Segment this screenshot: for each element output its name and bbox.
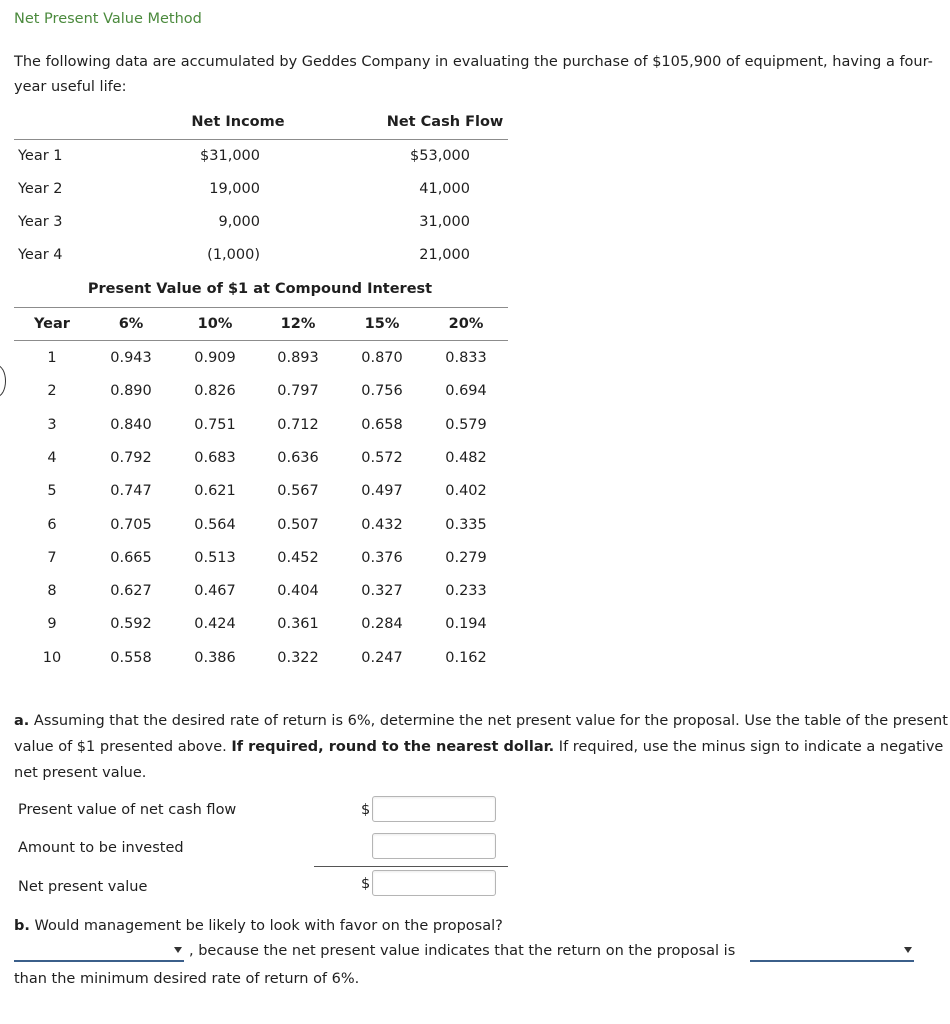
pv-factor-cell: 0.402	[445, 483, 487, 500]
cash-row-label: Year 3	[18, 214, 63, 230]
pv-factor-cell: 0.636	[277, 449, 319, 466]
pv-year-cell: 1	[47, 350, 57, 366]
part-b-end-text: than the minimum desired rate of return of 6%.	[14, 971, 360, 987]
pv-column-header: 20%	[448, 316, 484, 332]
pv-factor-cell: 0.621	[194, 483, 236, 500]
pv-factor-cell: 0.279	[445, 549, 487, 566]
part-b-question	[14, 918, 503, 934]
pv-factor-cell: 0.833	[445, 350, 487, 366]
pv-factor-cell: 0.194	[445, 616, 487, 633]
left-edge-mark	[0, 365, 6, 397]
net-cash-flow-value: $53,000	[410, 148, 470, 164]
chevron-down-icon	[174, 947, 182, 953]
pv-factor-cell: 0.572	[361, 449, 403, 466]
net-cash-flow-value: 21,000	[419, 247, 470, 263]
pv-year-cell: 4	[47, 449, 57, 466]
pv-factor-cell: 0.404	[277, 583, 319, 600]
pv-factor-cell: 0.890	[110, 383, 152, 400]
pv-factor-cell: 0.233	[445, 583, 487, 600]
dollar-sign: $	[361, 876, 371, 892]
pv-factor-cell: 0.579	[445, 416, 487, 433]
pv-factor-cell: 0.482	[445, 449, 487, 466]
pv-factor-cell: 0.840	[110, 416, 152, 433]
amount-invested-input[interactable]	[372, 833, 496, 859]
pv-factor-cell: 0.386	[194, 649, 236, 666]
pv-factor-cell: 0.658	[361, 416, 403, 433]
cash-row-label: Year 1	[18, 148, 63, 164]
pv-net-cash-flow-input[interactable]	[372, 796, 496, 822]
pv-column-header: Year	[34, 316, 70, 332]
pv-factor-cell: 0.452	[277, 549, 319, 566]
part-b-mid-text: , because the net present value indicates that the return on the proposal is	[189, 943, 736, 959]
pv-factor-cell: 0.694	[445, 383, 487, 400]
pv-factor-cell: 0.335	[445, 516, 487, 533]
comparison-select[interactable]	[750, 942, 914, 962]
pv-factor-cell: 0.943	[110, 350, 152, 366]
pv-factor-cell: 0.376	[361, 549, 403, 566]
pv-factor-cell: 0.756	[361, 383, 403, 400]
amount-invested-label: Amount to be invested	[18, 840, 184, 856]
pv-year-cell: 3	[47, 416, 57, 433]
pv-column-header: 15%	[364, 316, 400, 332]
page-title: Net Present Value Method	[14, 11, 202, 27]
pv-column-header: 6%	[118, 316, 144, 332]
pv-factor-cell: 0.361	[277, 616, 319, 633]
part-a-rounding-note: If required, round to the nearest dollar.	[231, 739, 555, 755]
net-income-value: (1,000)	[207, 247, 260, 263]
pv-factor-cell: 0.513	[194, 549, 236, 566]
part-a-label: a.	[14, 713, 30, 729]
net-income-value: 19,000	[209, 181, 260, 197]
pv-year-cell: 7	[47, 549, 57, 566]
pv-factor-cell: 0.747	[110, 483, 152, 500]
pv-factor-cell: 0.705	[110, 516, 152, 533]
part-b-label: b.	[14, 918, 30, 934]
pv-year-cell: 5	[47, 483, 57, 500]
pv-net-cash-flow-label: Present value of net cash flow	[18, 802, 237, 818]
part-a-text: Assuming that the desired rate of return is 6%, determine the net present value for the proposal. Use the table of the present value of $1 presented above.	[14, 713, 948, 755]
net-present-value-label: Net present value	[18, 879, 148, 895]
pv-year-cell: 10	[42, 649, 62, 666]
pv-factor-cell: 0.247	[361, 649, 403, 666]
pv-factor-cell: 0.507	[277, 516, 319, 533]
net-cash-flow-header: Net Cash Flow	[386, 114, 504, 130]
pv-factor-cell: 0.322	[277, 649, 319, 666]
part-a-text-end: If required, use the minus sign to indicate a negative net present value.	[14, 739, 944, 781]
pv-factor-cell: 0.712	[277, 416, 319, 433]
pv-factor-cell: 0.683	[194, 449, 236, 466]
net-present-value-input[interactable]	[372, 870, 496, 896]
dollar-sign: $	[361, 802, 371, 818]
part-b-question-text: Would management be likely to look with favor on the proposal?	[29, 918, 503, 934]
pv-factor-cell: 0.665	[110, 549, 152, 566]
pv-factor-cell: 0.327	[361, 583, 403, 600]
pv-factor-cell: 0.627	[110, 583, 152, 600]
pv-factor-cell: 0.497	[361, 483, 403, 500]
pv-year-cell: 9	[47, 616, 57, 633]
pv-factor-cell: 0.792	[110, 449, 152, 466]
pv-factor-cell: 0.893	[277, 350, 319, 366]
net-income-header: Net Income	[191, 114, 285, 130]
chevron-down-icon	[904, 947, 912, 953]
pv-factor-cell: 0.909	[194, 350, 236, 366]
pv-year-cell: 2	[47, 383, 57, 400]
pv-factor-cell: 0.432	[361, 516, 403, 533]
pv-factor-cell: 0.424	[194, 616, 236, 633]
pv-factor-cell: 0.870	[361, 350, 403, 366]
pv-factor-cell: 0.592	[110, 616, 152, 633]
pv-factor-cell: 0.751	[194, 416, 236, 433]
pv-column-header: 12%	[280, 316, 316, 332]
net-cash-flow-value: 31,000	[419, 214, 470, 230]
cash-row-label: Year 2	[18, 181, 63, 197]
pv-year-cell: 6	[47, 516, 57, 533]
pv-factor-cell: 0.162	[445, 649, 487, 666]
net-income-value: 9,000	[218, 214, 260, 230]
pv-column-header: 10%	[197, 316, 233, 332]
pv-factor-cell: 0.558	[110, 649, 152, 666]
net-cash-flow-value: 41,000	[419, 181, 470, 197]
pv-factor-cell: 0.284	[361, 616, 403, 633]
pv-table-caption: Present Value of $1 at Compound Interest	[87, 281, 433, 297]
pv-factor-cell: 0.797	[277, 383, 319, 400]
net-income-value: $31,000	[200, 148, 260, 164]
pv-year-cell: 8	[47, 583, 57, 600]
favor-select[interactable]	[14, 942, 184, 962]
part-a-question	[14, 708, 950, 786]
pv-factor-cell: 0.564	[194, 516, 236, 533]
pv-factor-cell: 0.826	[194, 383, 236, 400]
pv-factor-cell: 0.467	[194, 583, 236, 600]
intro-text: The following data are accumulated by Geddes Company in evaluating the purchase of $105,900 of equipment, having a four-year useful life:	[14, 54, 933, 95]
cash-row-label: Year 4	[18, 247, 63, 263]
pv-factor-cell: 0.567	[277, 483, 319, 500]
